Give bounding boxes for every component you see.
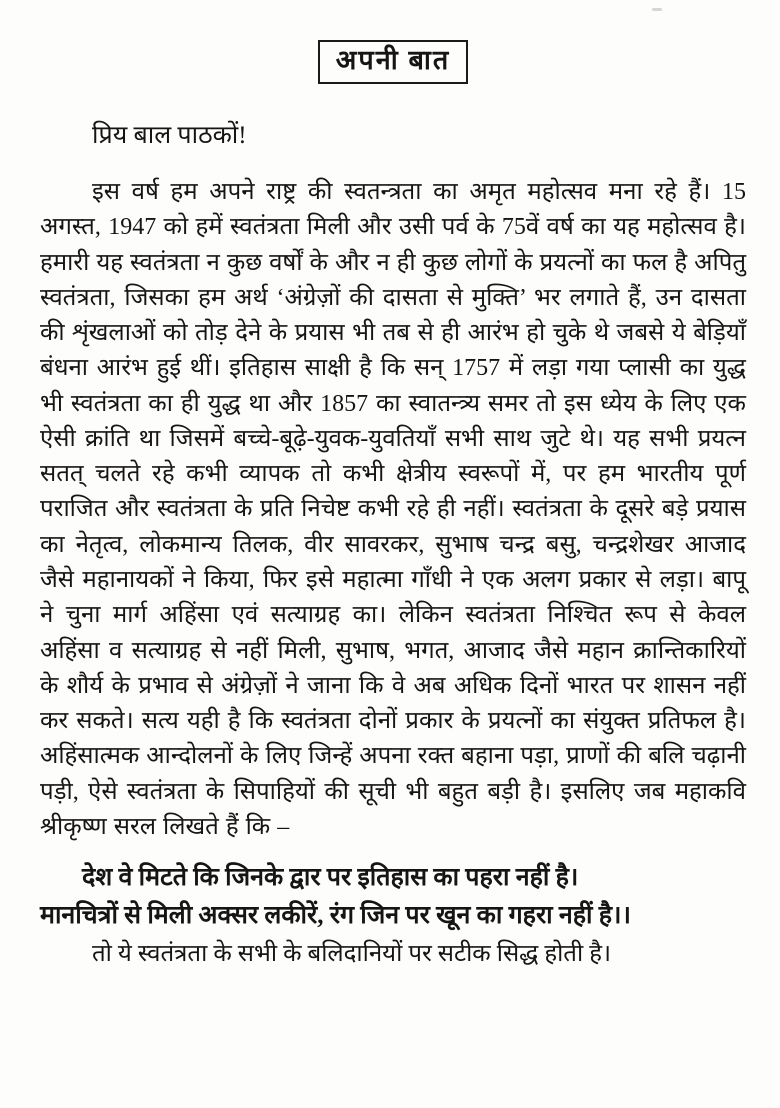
closing-line: तो ये स्वतंत्रता के सभी के बलिदानियों पर सटीक सिद्ध होती है। xyxy=(92,941,612,968)
couplet-line-2: मानचित्रों से मिली अक्सर लकीरें, रंग जिन पर खून का गहरा नहीं है।। xyxy=(40,901,632,929)
page-title: अपनी बात xyxy=(318,40,469,84)
salutation: प्रिय बाल पाठकों! xyxy=(92,122,247,150)
title-container xyxy=(40,40,746,84)
couplet-line-1: देश वे मिटते कि जिनके द्वार पर इतिहास का पहरा नहीं है। xyxy=(82,864,579,892)
scan-artifact xyxy=(652,8,662,11)
couplet xyxy=(40,859,746,934)
preface-paragraph: इस वर्ष हम अपने राष्ट्र की स्वतन्त्रता का अमृत महोत्सव मना रहे हैं। 15 अगस्त, 1947 को हमें स्वतंत्रता मिली और उसी पर्व के 75वें वर्ष का यह महोत्सव है। हमारी यह स्वतंत्रता न कुछ वर्षों के और न ही कुछ लोगों के प्रयत्नों का फल है अपितु स्वतंत्रता, जिसका हम अर्थ ‘अंग्रेज़ों की दासता से मुक्ति’ भर लगाते हैं, उन दासता की शृंखलाओं को तोड़ देने के प्रयास भी तब से ही आरंभ हो चुके थे जबसे ये बेड़ियाँ बंधना आरंभ हुई थीं। इतिहास साक्षी है कि सन् 1757 में लड़ा गया प्लासी का युद्ध भी स्वतंत्रता का ही युद्ध था और 1857 का स्वातन्त्र्य समर तो इस ध्येय के लिए एक ऐसी क्रांति था जिसमें बच्चे-बूढ़े-युवक-युवतियाँ सभी साथ जुटे थे। यह सभी प्रयत्न सतत् चलते रहे कभी व्यापक तो कभी क्षेत्रीय स्वरूपों में, पर हम भारतीय पूर्ण पराजित और स्वतंत्रता के प्रति निचेष्ट कभी रहे ही नहीं। स्वतंत्रता के दूसरे बड़े प्रयास का नेतृत्व, लोकमान्य तिलक, वीर सावरकर, सुभाष चन्द्र बसु, चन्द्रशेखर आजाद जैसे महानायकों ने किया, फिर इसे महात्मा गाँधी ने एक अलग प्रकार से लड़ा। बापू ने चुना मार्ग अहिंसा एवं सत्याग्रह का। लेकिन स्वतंत्रता निश्चित रूप से केवल अहिंसा व सत्याग्रह से नहीं मिली, सुभाष, भगत, आजाद जैसे महान क्रान्तिकारियों के शौर्य के प्रभाव से अंग्रेज़ों ने जाना कि वे अब अधिक दिनों भारत पर शासन नहीं कर सकते। सत्य यही है कि स्वतंत्रता दोनों प्रकार के प्रयत्नों का संयुक्त प्रतिफल है। अहिंसात्मक आन्दोलनों के लिए जिन्हें अपना रक्त बहाना पड़ा, प्राणों की बलि चढ़ानी पड़ी, ऐसे स्वतंत्रता के सिपाहियों की सूची भी बहुत बड़ी है। इसलिए जब महाकवि श्रीकृष्ण सरल लिखते हैं कि – xyxy=(40,179,747,840)
